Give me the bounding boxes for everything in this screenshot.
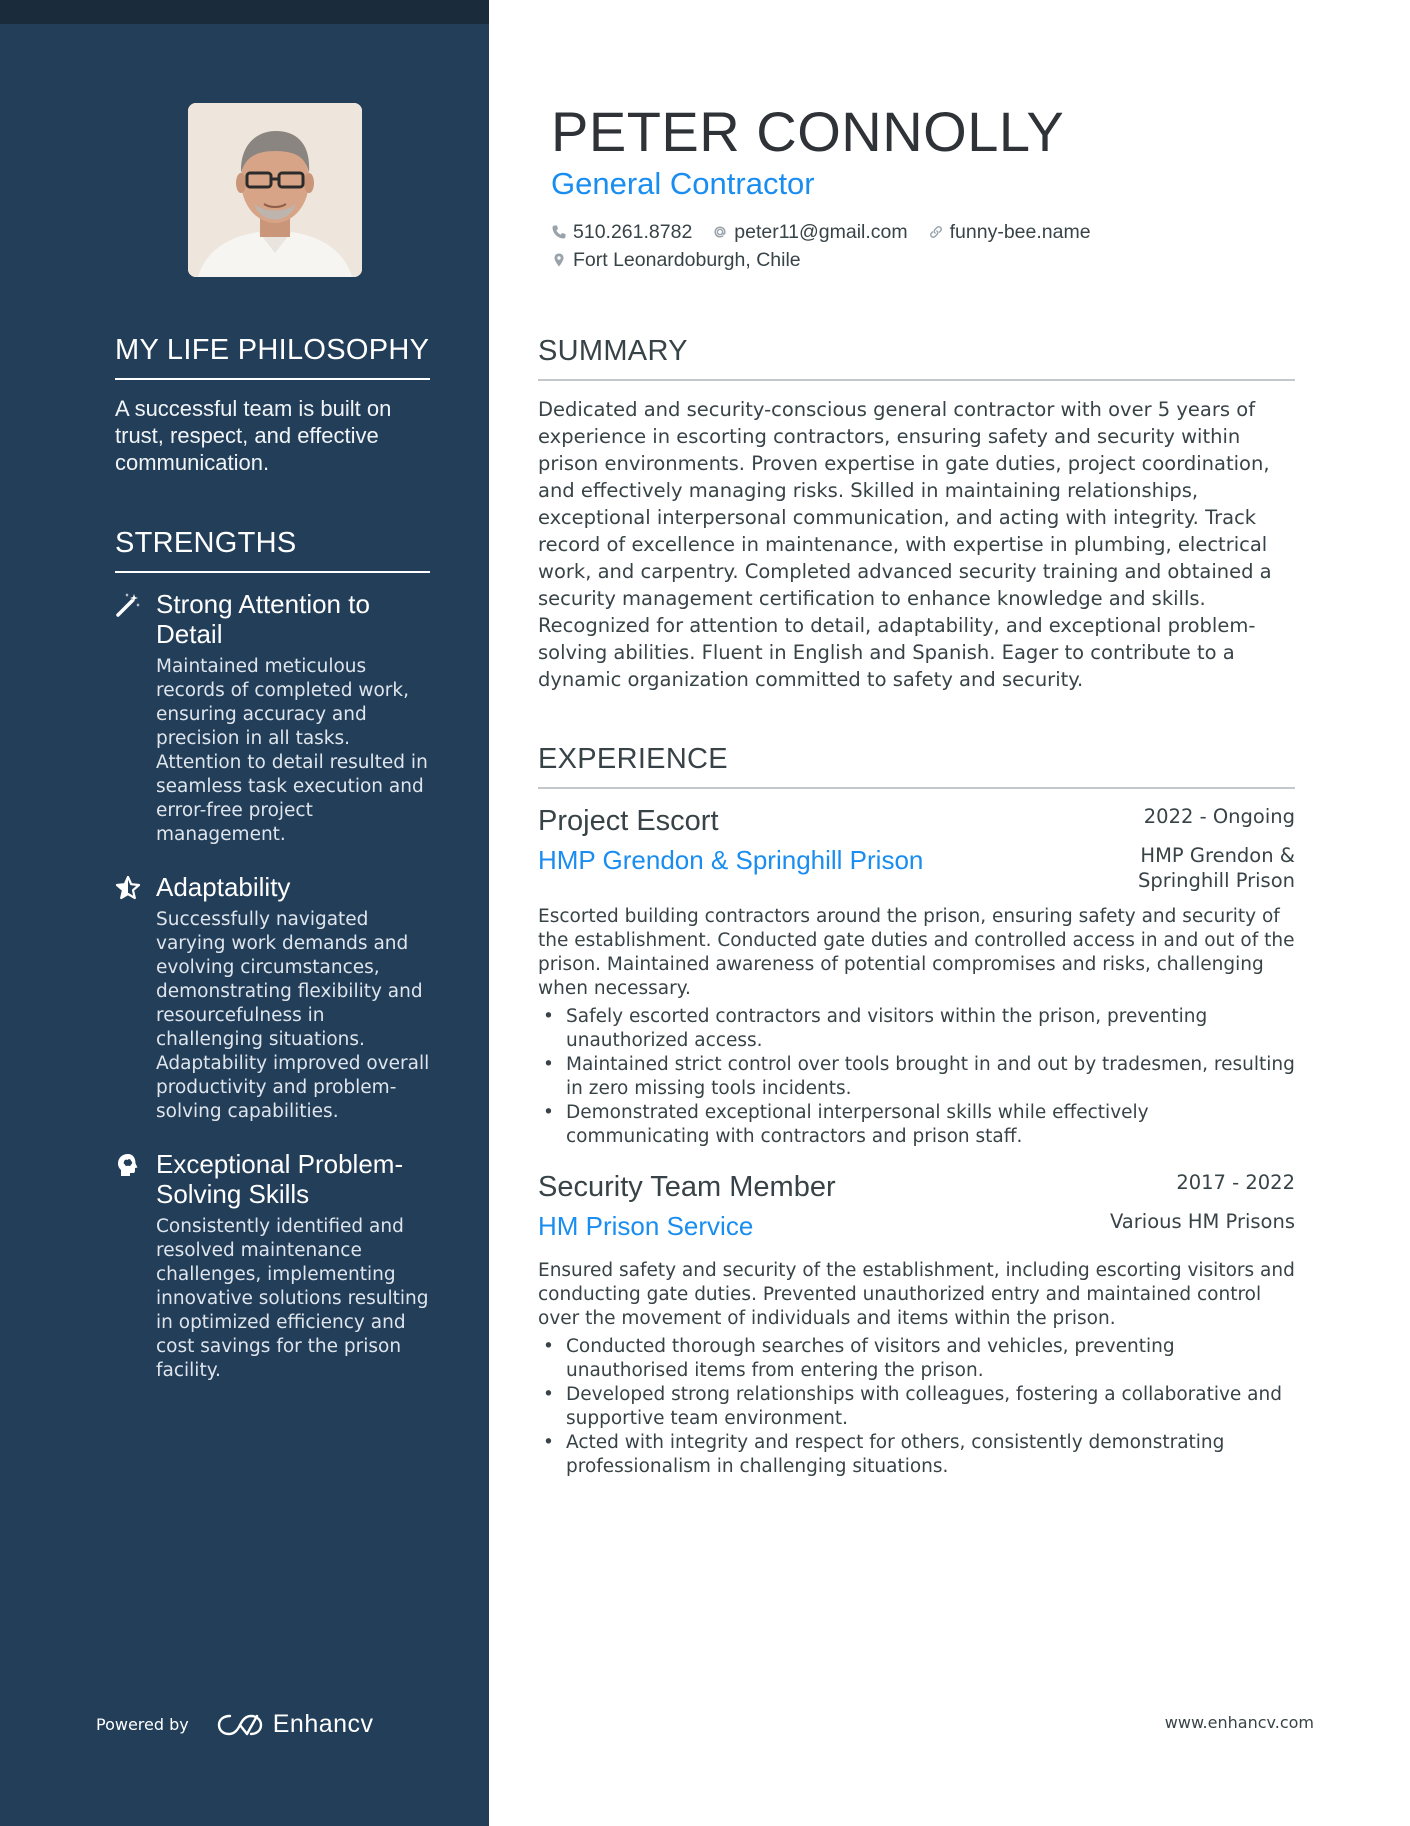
job-bullets [538,1005,1295,1149]
location-pin-icon [551,252,567,268]
strength-item [115,872,430,1124]
contact-row [551,246,1311,274]
experience-title: EXPERIENCE [538,742,1295,789]
job-location: Various HM Prisons [1109,1210,1295,1233]
avatar-photo [188,103,362,277]
job-bullet: • Developed strong relationships with colleagues, fostering a collaborative and supportive team environment. [538,1383,1295,1431]
experience-section [538,742,1295,1479]
job-sub [538,843,1295,895]
contact-row [551,218,1311,246]
resume-header [551,100,1311,274]
job-description: Ensured safety and security of the establishment, including escorting visitors and conducting gate duties. Prevented unauthorized entry and maintained control over the movement of individuals and items within the prison. [538,1260,1295,1329]
summary-text: Dedicated and security-conscious general contractor with over 5 years of experience in escorting contractors, ensuring safety and security within prison environments. Proven expertise in gate duties, project coordination, and effectively managing risks. Skilled in maintaining relationships, exceptional interpersonal communication, and acting with integrity. Track record of excellence in maintenance, with expertise in plumbing, electrical work, and carpentry. Completed advanced security training and obtained a security management certification to enhance knowledge and skills. Recognized for attention to detail, adaptability, and exceptional problem-solving abilities. Fluent in English and Spanish. Eager to contribute to a dynamic organization committed to safety and security. [538,398,1272,691]
contact-info [551,218,1311,274]
job-dates: 2022 - Ongoing [1143,805,1295,828]
star-half-icon [115,875,141,901]
strength-desc: Successfully navigated varying work demands and evolving circumstances, demonstrating flexibility and resourcefulness in challenging situations. Adaptability improved overall productivity and problem-solving capabilities. [156,909,430,1123]
job-bullet: • Safely escorted contractors and visitors within the prison, preventing unauthorized access. [538,1005,1295,1053]
website-contact[interactable] [928,218,1091,246]
phone-text: 510.261.8782 [573,221,693,243]
job-bullet: • Demonstrated exceptional interpersonal skills while effectively communicating with contractors and prison staff. [538,1101,1295,1149]
enhancv-logo[interactable] [217,1710,374,1739]
job-bullets [538,1335,1295,1479]
job-title: Security Team Member [538,1171,836,1203]
job-bullet: • Maintained strict control over tools brought in and out by tradesmen, resulting in zero missing tools incidents. [538,1053,1295,1101]
sidebar-top-strip [0,0,489,24]
location-text: Fort Leonardoburgh, Chile [573,249,801,271]
job-location: HMP Grendon & Springhill Prison [1137,844,1295,892]
job-bullet: • Conducted thorough searches of visitors and vehicles, preventing unauthorised items from entering the prison. [538,1335,1295,1383]
job-bullet: • Acted with integrity and respect for others, consistently demonstrating professionalism in challenging situations. [538,1431,1295,1479]
job-head [538,1169,1295,1209]
footer-url[interactable]: www.enhancv.com [1164,1713,1314,1732]
avatar [188,103,362,277]
summary-title: SUMMARY [538,334,1295,381]
strength-title: Strong Attention to Detail [156,589,370,650]
job-dates: 2017 - 2022 [1176,1171,1295,1194]
philosophy-text: A successful team is built on trust, respect, and effective communication. [115,396,392,476]
enhancv-brand-name: Enhancv [272,1710,374,1738]
powered-by-label: Powered by [96,1715,189,1734]
job-company: HM Prison Service [538,1211,754,1241]
head-brain-icon [115,1152,141,1178]
powered-by [96,1710,374,1739]
sidebar [0,0,489,1826]
strength-item [115,589,430,847]
summary-section [538,334,1295,693]
email-contact[interactable] [712,218,907,246]
strengths-title: STRENGTHS [115,527,430,573]
email-text: peter11@gmail.com [734,221,908,243]
website-text: funny-bee.name [949,221,1091,243]
job-entry [538,803,1295,1149]
philosophy-section [115,334,430,476]
job-company: HMP Grendon & Springhill Prison [538,845,924,875]
enhancv-logo-icon [217,1712,263,1738]
job-title: Project Escort [538,805,719,837]
candidate-name: PETER CONNOLLY [551,100,1065,163]
job-entry [538,1169,1295,1479]
job-description: Escorted building contractors around the prison, ensuring safety and security of the establishment. Conducted gate duties and controlled access in and out of the prison. Maintained awareness of potential compromises and risks, challenging when necessary. [538,906,1295,999]
phone-icon [551,224,567,240]
job-sub [538,1209,1295,1249]
candidate-role: General Contractor [551,166,815,201]
magic-wand-icon [115,592,141,618]
at-icon [712,224,728,240]
strength-desc: Consistently identified and resolved maintenance challenges, implementing innovative solutions resulting in optimized efficiency and cost savings for the prison facility. [156,1216,429,1382]
strength-item [115,1149,430,1383]
link-icon [928,224,944,240]
strength-desc: Maintained meticulous records of completed work, ensuring accuracy and precision in all tasks. Attention to detail resulted in seamless task execution and error-free project management. [156,656,428,846]
strength-title: Exceptional Problem-Solving Skills [156,1149,404,1210]
strengths-section [115,527,430,1383]
job-head [538,803,1295,843]
location-contact [551,246,801,274]
strength-title: Adaptability [156,872,291,903]
phone-contact[interactable] [551,218,692,246]
philosophy-title: MY LIFE PHILOSOPHY [115,334,430,380]
